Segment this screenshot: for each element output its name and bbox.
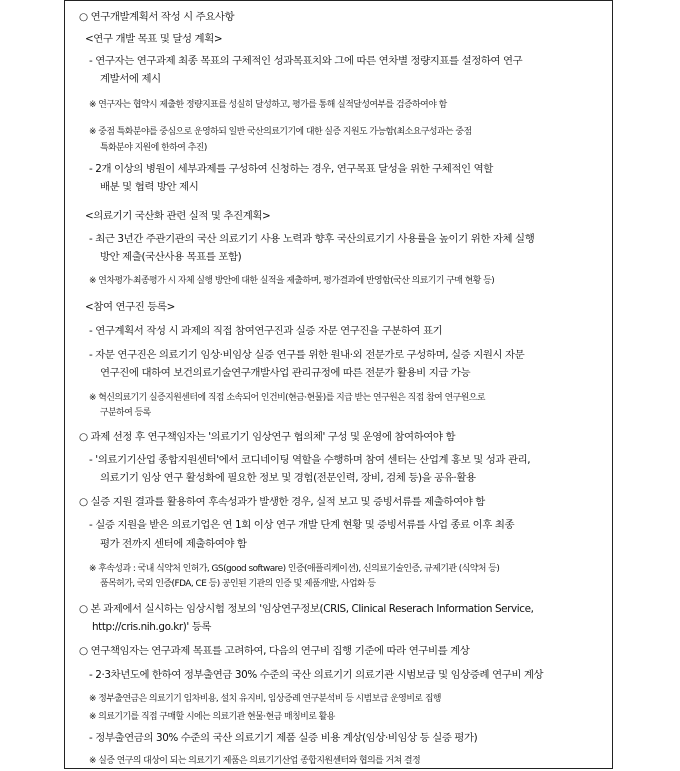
- bullet-item: - 연구계획서 작성 시 과제의 직접 참여연구진과 실증 자문 연구진을 구분하여 표기: [89, 325, 443, 337]
- note-item-cont: 특화분야 지원에 한하여 추진): [100, 143, 207, 153]
- bullet-item-cont: 계발서에 제시: [100, 73, 161, 85]
- note-item: ※ 연차평가·최종평가 시 자체 실행 방안에 대한 실적을 제출하며, 평가결과에 반영함(국산 의료기기 구매 현황 등): [89, 276, 495, 286]
- heading-item: ○ 실증 지원 결과를 활용하여 후속성과가 발생한 경우, 실적 보고 및 증빙서류를 제출하여야 함: [79, 496, 485, 508]
- heading-item-cont: http://cris.nih.go.kr)' 등록: [92, 621, 212, 633]
- section-header-researchers: <참여 연구진 등록>: [85, 301, 175, 313]
- bullet-item-cont: 배분 및 협력 방안 제시: [100, 181, 199, 193]
- heading-item: ○ 본 과제에서 실시하는 임상시험 정보의 '임상연구정보(CRIS, Clinical Reserach Information Service,: [79, 603, 534, 615]
- bullet-item-cont: 평가 전까지 센터에 제출하여야 함: [100, 538, 247, 550]
- note-item: ※ 의료기기를 직접 구매할 시에는 의료기관 현물·현금 매칭비로 활용: [89, 712, 335, 722]
- bullet-item-cont: 방안 제출(국산사용 목표를 포함): [100, 251, 242, 263]
- note-item: ※ 실증 연구의 대상이 되는 의료기기 제품은 의료기기산업 종합지원센터와 협의를 거쳐 결정: [89, 756, 421, 766]
- section-header-localization: <의료기기 국산화 관련 실적 및 추진계획>: [85, 210, 271, 222]
- bullet-item: - 자문 연구진은 의료기기 임상·비임상 실증 연구를 위한 원내·외 전문가로 구성하며, 실증 지원시 자문: [89, 349, 525, 361]
- heading-item: ○ 과제 선정 후 연구책임자는 '의료기기 임상연구 협의체' 구성 및 운영에 참여하여야 함: [79, 431, 456, 443]
- heading-main: ○ 연구개발계획서 작성 시 주요사항: [79, 11, 235, 23]
- note-item: ※ 연구자는 협약시 제출한 정량지표를 성실히 달성하고, 평가를 통해 실적달성여부를 검증하여야 함: [89, 100, 447, 110]
- section-header-goals: <연구 개발 목표 및 달성 계획>: [85, 33, 223, 45]
- note-item: ※ 후속성과 : 국내 식약처 인허가, GS(good software) 인증(애플리케이션), 신의료기술인증, 규제기관 (식약처 등): [89, 564, 500, 574]
- heading-item: ○ 연구책임자는 연구과제 목표를 고려하여, 다음의 연구비 집행 기준에 따라 연구비를 계상: [79, 645, 470, 657]
- note-item: ※ 정부출연금은 의료기기 임차비용, 설치 유지비, 임상증례 연구분석비 등 시범보급 운영비로 집행: [89, 694, 441, 704]
- bullet-item: - 최근 3년간 주관기관의 국산 의료기기 사용 노력과 향후 국산의료기기 사용률을 높이기 위한 자체 실행: [89, 233, 535, 245]
- bullet-item-cont: 의료기기 임상 연구 활성화에 필요한 정보 및 경험(전문인력, 장비, 검체 등)을 공유·활용: [100, 472, 476, 484]
- bullet-item: - 2개 이상의 병원이 세부과제를 구성하여 신청하는 경우, 연구목표 달성을 위한 구체적인 역할: [89, 163, 493, 175]
- bullet-item: - 연구자는 연구과제 최종 목표의 구체적인 성과목표치와 그에 따른 연차별 정량지표를 설정하여 연구: [89, 55, 523, 67]
- note-item: ※ 중점 특화분야를 중심으로 운영하되 일반 국산의료기기에 대한 실증 지원도 가능함(최소요구성과는 중점: [89, 127, 472, 137]
- bullet-item: - '의료기기산업 종합지원센터'에서 코디네이팅 역할을 수행하며 참여 센터는 산업계 홍보 및 성과 관리,: [89, 454, 531, 466]
- note-item: ※ 혁신의료기기 실증지원센터에 직접 소속되어 인건비(현금·현물)를 지급 받는 연구원은 직접 참여 연구원으로: [89, 393, 485, 403]
- bullet-item: - 실증 지원을 받은 의료기업은 연 1회 이상 연구 개발 단계 현황 및 증빙서류를 사업 종료 이후 최종: [89, 519, 515, 531]
- note-item-cont: 구분하여 등록: [100, 408, 151, 418]
- bullet-item: - 정부출연금의 30% 수준의 국산 의료기기 제품 실증 비용 계상(임상·비임상 등 실증 평가): [89, 732, 478, 744]
- bullet-item: - 2·3차년도에 한하여 정부출연금 30% 수준의 국산 의료기기 의료기관 시범보급 및 임상증례 연구비 계상: [89, 669, 544, 681]
- note-item-cont: 품목허가, 국외 인증(FDA, CE 등) 공인된 기관의 인증 및 제품개발, 사업화 등: [100, 579, 376, 589]
- bullet-item-cont: 연구진에 대하여 보건의료기술연구개발사업 관리규정에 따른 전문가 활용비 지급 가능: [100, 367, 471, 379]
